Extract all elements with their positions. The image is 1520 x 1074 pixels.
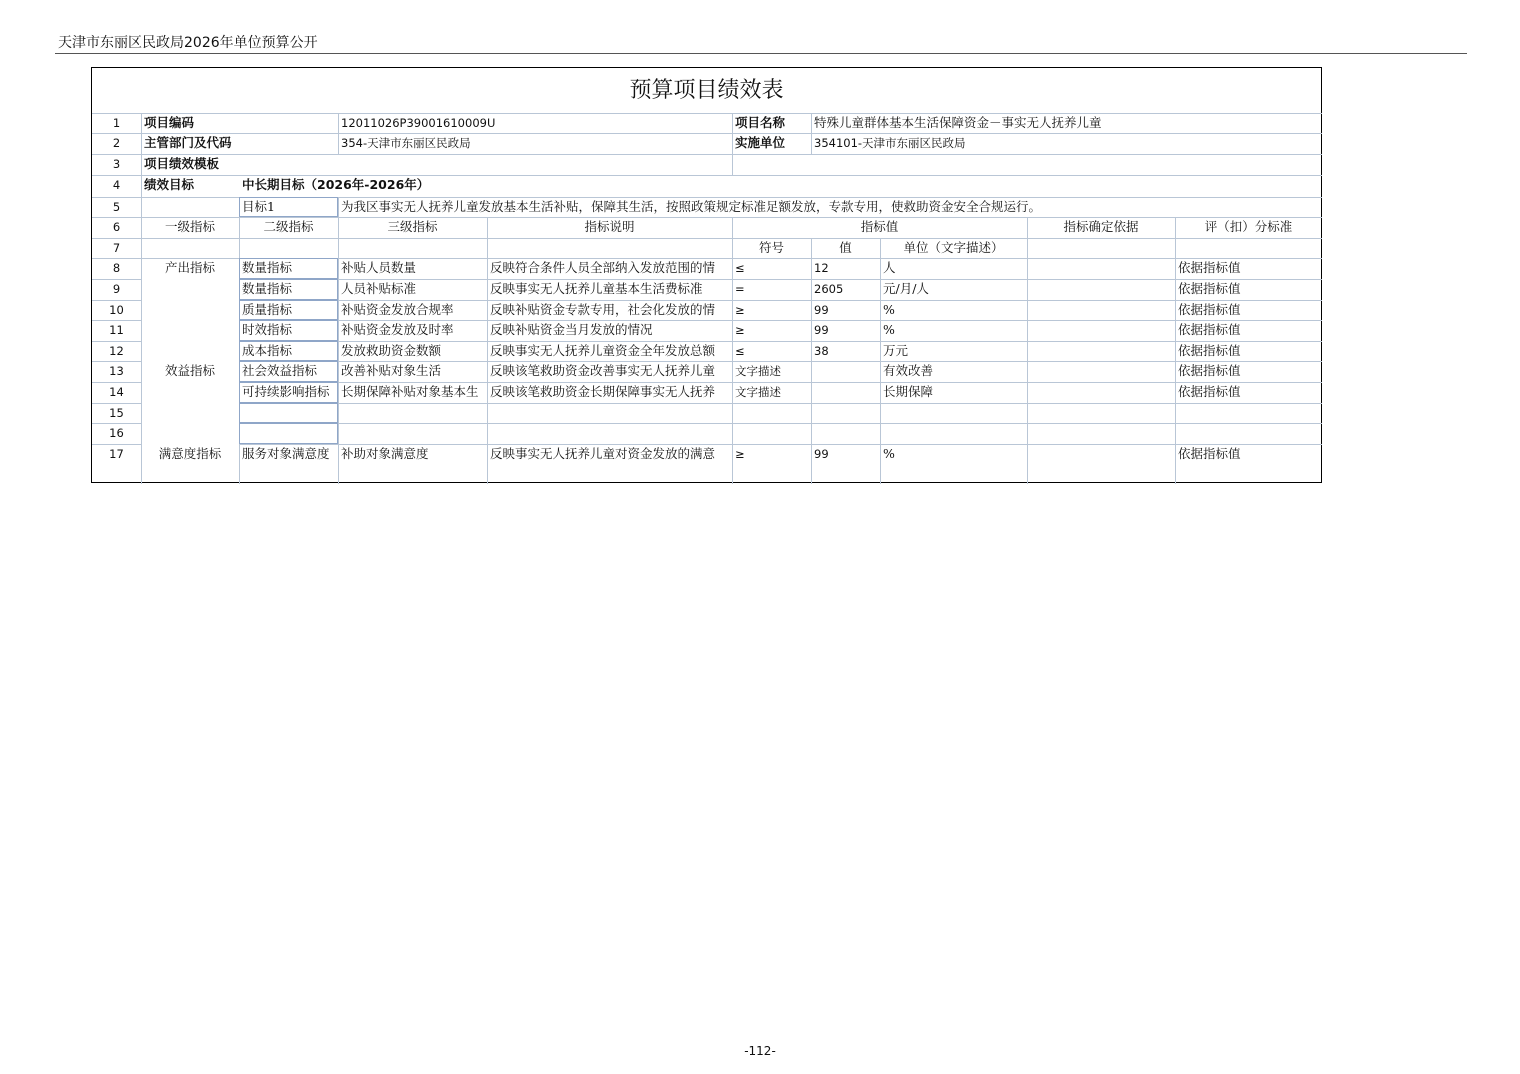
scoring-standard: 依据指标值 — [1178, 384, 1241, 399]
indicator-value: 38 — [814, 344, 829, 358]
indicator-value — [811, 403, 880, 423]
scoring-standard: 依据指标值 — [1178, 302, 1241, 317]
header-scoring: 评（扣）分标准 — [1204, 219, 1293, 234]
indicator-basis — [1027, 382, 1175, 403]
header-level3: 三级指标 — [387, 219, 438, 234]
indicator-description: 反映事实无人抚养儿童对资金发放的满意 — [490, 446, 716, 461]
value-unit: % — [883, 446, 895, 461]
document-header-title: 天津市东丽区民政局2026年单位预算公开 — [58, 35, 318, 51]
value-unit — [880, 423, 1027, 444]
header-unit: 单位（文字描述） — [903, 240, 1004, 255]
row-number: 13 — [109, 364, 124, 378]
value-symbol: 文字描述 — [735, 364, 781, 378]
indicator-basis — [1027, 341, 1175, 361]
page-number: -112- — [744, 1044, 776, 1058]
indicator-value: 99 — [814, 323, 829, 337]
indicator-value — [811, 423, 880, 444]
scoring-standard: 依据指标值 — [1178, 363, 1241, 378]
value-symbol: ≥ — [735, 323, 745, 337]
indicator-basis — [1027, 423, 1175, 444]
scoring-standard: 依据指标值 — [1178, 343, 1241, 358]
level3-indicator: 人员补贴标准 — [341, 281, 417, 296]
indicator-description: 反映事实无人抚养儿童基本生活费标准 — [490, 281, 703, 296]
indicator-description — [487, 423, 732, 444]
row-number: 14 — [109, 385, 124, 399]
row-number: 10 — [109, 303, 124, 317]
row-number: 7 — [112, 241, 121, 255]
value-symbol: ≥ — [735, 303, 745, 317]
indicator-basis — [1027, 444, 1175, 484]
value-unit: % — [883, 322, 895, 337]
value-symbol: ≤ — [735, 261, 745, 275]
level2-indicator: 社会效益指标 — [242, 363, 318, 378]
impl-unit-label: 实施单位 — [735, 135, 786, 150]
header-level1: 一级指标 — [164, 219, 215, 234]
indicator-basis — [1027, 279, 1175, 300]
header-basis: 指标确定依据 — [1063, 219, 1139, 234]
indicator-description: 反映符合条件人员全部纳入发放范围的情 — [490, 260, 716, 275]
level3-indicator — [338, 403, 487, 423]
goal-label: 绩效目标 — [144, 177, 195, 192]
indicator-description: 反映事实无人抚养儿童资金全年发放总额 — [490, 343, 716, 358]
scoring-standard: 依据指标值 — [1178, 281, 1241, 296]
level2-indicator: 服务对象满意度 — [242, 446, 330, 461]
row-number: 11 — [109, 323, 124, 337]
indicator-value: 99 — [814, 447, 829, 461]
row-number: 9 — [112, 282, 121, 296]
value-unit: 有效改善 — [883, 363, 934, 378]
level3-indicator: 补助对象满意度 — [341, 446, 429, 461]
indicator-description: 反映补贴资金专款专用，社会化发放的情 — [490, 302, 716, 317]
level3-indicator: 补贴人员数量 — [341, 260, 417, 275]
project-name-value: 特殊儿童群体基本生活保障资金－事实无人抚养儿童 — [814, 115, 1102, 130]
value-symbol: = — [735, 282, 745, 296]
value-unit — [880, 403, 1027, 423]
row-number: 12 — [109, 344, 124, 358]
goal1-label: 目标1 — [242, 199, 275, 214]
header-symbol: 符号 — [758, 240, 784, 255]
indicator-value — [811, 382, 880, 403]
value-symbol: 文字描述 — [735, 385, 781, 399]
indicator-description: 反映该笔救助资金改善事实无人抚养儿童 — [490, 363, 716, 378]
row-number: 2 — [112, 136, 121, 150]
dept-value: 354-天津市东丽区民政局 — [341, 136, 471, 150]
level2-indicator — [239, 423, 338, 444]
scoring-standard — [1175, 403, 1322, 423]
template-label: 项目绩效模板 — [144, 156, 220, 171]
level1-benefit: 效益指标 — [164, 363, 215, 378]
scoring-standard — [1175, 423, 1322, 444]
value-unit: 万元 — [883, 343, 909, 358]
indicator-description — [487, 403, 732, 423]
table-title: 预算项目绩效表 — [629, 78, 784, 103]
level2-indicator: 数量指标 — [242, 281, 293, 296]
value-symbol: ≥ — [735, 447, 745, 461]
value-symbol: ≤ — [735, 344, 745, 358]
indicator-description: 反映该笔救助资金长期保障事实无人抚养 — [490, 384, 716, 399]
level3-indicator: 补贴资金发放及时率 — [341, 322, 454, 337]
value-unit: 长期保障 — [883, 384, 934, 399]
project-code-value: 12011026P39001610009U — [341, 116, 496, 130]
dept-label: 主管部门及代码 — [144, 135, 232, 150]
indicator-basis — [1027, 403, 1175, 423]
level2-indicator: 可持续影响指标 — [242, 384, 330, 399]
level2-indicator: 数量指标 — [242, 260, 293, 275]
level3-indicator: 改善补贴对象生活 — [341, 363, 442, 378]
indicator-basis — [1027, 361, 1175, 382]
indicator-value: 2605 — [814, 282, 844, 296]
row-number: 16 — [109, 426, 124, 440]
row-number: 8 — [112, 261, 121, 275]
value-unit: 人 — [883, 260, 896, 275]
level3-indicator — [338, 423, 487, 444]
header-value: 值 — [839, 240, 852, 255]
header-value-group: 指标值 — [860, 219, 899, 234]
scoring-standard: 依据指标值 — [1178, 446, 1241, 461]
header-desc: 指标说明 — [584, 219, 635, 234]
midterm-label: 中长期目标（2026年-2026年） — [242, 177, 430, 192]
level2-indicator: 质量指标 — [242, 302, 293, 317]
row-number: 1 — [112, 116, 121, 130]
row-number: 15 — [109, 406, 124, 420]
scoring-standard: 依据指标值 — [1178, 260, 1241, 275]
header-divider — [55, 53, 1467, 54]
level2-indicator: 时效指标 — [242, 322, 293, 337]
row-number: 17 — [109, 447, 124, 461]
indicator-value: 12 — [814, 261, 829, 275]
performance-table — [91, 67, 1322, 483]
row-number: 3 — [112, 157, 121, 171]
project-code-label: 项目编码 — [144, 115, 195, 130]
row-number: 6 — [112, 220, 121, 234]
level3-indicator: 补贴资金发放合规率 — [341, 302, 454, 317]
level1-output: 产出指标 — [164, 260, 215, 275]
indicator-value: 99 — [814, 303, 829, 317]
indicator-value — [811, 361, 880, 382]
value-unit: % — [883, 302, 895, 317]
level2-indicator — [239, 403, 338, 423]
value-unit: 元/月/人 — [883, 281, 929, 296]
impl-unit-value: 354101-天津市东丽区民政局 — [814, 136, 966, 150]
goal1-text: 为我区事实无人抚养儿童发放基本生活补贴，保障其生活，按照政策规定标准足额发放，专款专用，使救助资金安全合规运行。 — [341, 199, 1042, 214]
row-number: 4 — [112, 178, 121, 192]
value-symbol — [732, 403, 811, 423]
indicator-basis — [1027, 300, 1175, 320]
scoring-standard: 依据指标值 — [1178, 322, 1241, 337]
level3-indicator: 长期保障补贴对象基本生 — [341, 384, 479, 399]
level1-satisfaction: 满意度指标 — [158, 446, 222, 461]
indicator-basis — [1027, 258, 1175, 279]
level2-indicator: 成本指标 — [242, 343, 293, 358]
indicator-description: 反映补贴资金当月发放的情况 — [490, 322, 653, 337]
header-level2: 二级指标 — [263, 219, 314, 234]
value-symbol — [732, 423, 811, 444]
indicator-basis — [1027, 320, 1175, 341]
level3-indicator: 发放救助资金数额 — [341, 343, 442, 358]
project-name-label: 项目名称 — [735, 115, 786, 130]
grid-line — [92, 238, 1322, 239]
row-number: 5 — [112, 200, 121, 214]
